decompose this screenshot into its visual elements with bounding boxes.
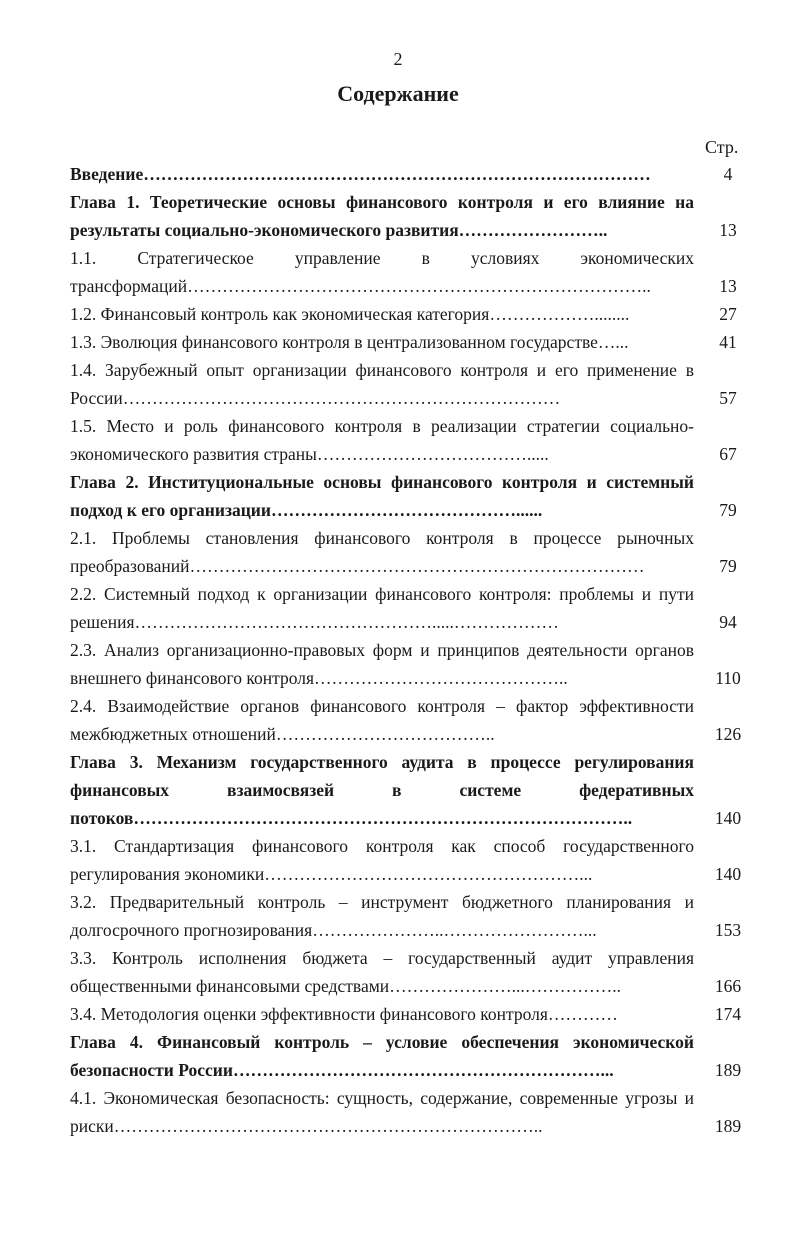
toc-page-number: 140 (714, 864, 742, 884)
toc-entry-title: Глава 2. Институциональные основы финансового контроля и системный подход к его организации (70, 472, 694, 520)
page-column-header: Стр. (705, 137, 739, 157)
toc-chapter-entry (70, 468, 750, 524)
toc-section-entry (70, 580, 750, 636)
toc-page-number: 189 (714, 1060, 742, 1080)
toc-entry-text (70, 244, 694, 300)
toc-leader-dots: …………………...…………….. (389, 976, 622, 996)
toc-section-entry (70, 832, 750, 888)
toc-page-number: 110 (715, 668, 741, 688)
toc-entry-text (70, 1084, 694, 1140)
toc-section-entry (70, 356, 750, 412)
toc-entry-text (70, 300, 694, 328)
toc-entry-title: 2.4. Взаимодействие органов финансового контроля – фактор эффективности межбюджетных отношений (70, 696, 694, 744)
toc-leader-dots: …………………………………………….....……………… (134, 612, 559, 632)
toc-entry-title: Глава 4. Финансовый контроль – условие обеспечения экономической безопасности России (70, 1032, 694, 1080)
toc-leader-dots: ………………………………………………………………… (122, 388, 561, 408)
toc-entry-text (70, 328, 694, 356)
toc-entry-title: 3.2. Предварительный контроль – инструмент бюджетного планирования и долгосрочного прогнозирования (70, 892, 694, 940)
toc-entry-text (70, 1028, 694, 1084)
toc-entry-title: 1.2. Финансовый контроль как экономическая категория (70, 304, 490, 324)
toc-page-number: 94 (719, 612, 737, 632)
toc-section-entry (70, 328, 750, 356)
toc-section-entry (70, 692, 750, 748)
toc-section-entry (70, 888, 750, 944)
toc-leader-dots: ………………........ (489, 304, 630, 324)
toc-leader-dots: ………………………………………………... (264, 864, 593, 884)
toc-entry-title: 3.1. Стандартизация финансового контроля как способ государственного регулирования экономики (70, 836, 694, 884)
toc-page-number: 13 (719, 220, 737, 240)
toc-entry-title: Введение (70, 164, 144, 184)
table-of-contents (70, 160, 750, 1140)
toc-leader-dots: …………………………………………………………………… (189, 556, 645, 576)
toc-leader-dots: …………………..……………………... (312, 920, 597, 940)
toc-entry-title: Глава 1. Теоретические основы финансового контроля и его влияние на результаты социально-экономического развития (70, 192, 694, 240)
toc-entry-title: 4.1. Экономическая безопасность: сущность, содержание, современные угрозы и риски (70, 1088, 694, 1136)
toc-page-number: 57 (719, 388, 737, 408)
toc-section-entry (70, 244, 750, 300)
toc-chapter-entry (70, 748, 750, 832)
toc-page-number: 153 (714, 920, 742, 940)
toc-leader-dots: ………………………………………………………………………….. (133, 808, 633, 828)
toc-entry-title: 2.1. Проблемы становления финансового контроля в процессе рыночных преобразований (70, 528, 694, 576)
toc-leader-dots: …………………………………………………………………………… (143, 164, 651, 184)
toc-entry-text (70, 1000, 694, 1028)
toc-section-entry (70, 1084, 750, 1140)
toc-page-number: 13 (719, 276, 737, 296)
toc-entry-text (70, 468, 694, 524)
toc-section-entry (70, 636, 750, 692)
toc-entry-title: 1.4. Зарубежный опыт организации финансового контроля и его применение в России (70, 360, 694, 408)
toc-leader-dots: …………………….. (458, 220, 608, 240)
toc-leader-dots: ……………………………….. (275, 724, 495, 744)
toc-leader-dots: ………… (547, 1004, 618, 1024)
toc-chapter-entry (70, 1028, 750, 1084)
toc-entry-title: 3.3. Контроль исполнения бюджета – государственный аудит управления общественными финансовыми средствами (70, 948, 694, 996)
toc-page-number: 126 (714, 724, 742, 744)
toc-leader-dots: …………………………………….. (314, 668, 568, 688)
toc-entry-title: 1.1. Стратегическое управление в условиях экономических трансформаций (70, 248, 694, 296)
toc-chapter-entry (70, 160, 750, 188)
toc-page-number: 174 (714, 1004, 742, 1024)
toc-entry-title: 3.4. Методология оценки эффективности финансового контроля (70, 1004, 548, 1024)
page-number: 2 (393, 49, 403, 69)
toc-entry-title: 1.3. Эволюция финансового контроля в централизованном государстве (70, 332, 598, 352)
toc-page-number: 27 (719, 304, 737, 324)
toc-section-entry (70, 1000, 750, 1028)
toc-entry-text (70, 160, 694, 188)
toc-entry-text (70, 636, 694, 692)
toc-entry-title: 2.2. Системный подход к организации финансового контроля: проблемы и пути решения (70, 584, 694, 632)
toc-page-number: 79 (719, 556, 737, 576)
toc-entry-text (70, 356, 694, 412)
toc-section-entry (70, 524, 750, 580)
toc-leader-dots: ………………………………………………………... (232, 1060, 614, 1080)
toc-leader-dots: ………………………………..... (316, 444, 549, 464)
toc-entry-text (70, 580, 694, 636)
toc-page-number: 189 (714, 1116, 742, 1136)
toc-entry-text (70, 888, 694, 944)
toc-page-number: 4 (723, 164, 733, 184)
toc-entry-text (70, 748, 694, 832)
toc-page-number: 41 (719, 332, 737, 352)
toc-entry-title: 1.5. Место и роль финансового контроля в реализации стратегии социально-экономического развития страны (70, 416, 694, 464)
toc-entry-title: Глава 3. Механизм государственного аудита в процессе регулирования финансовых взаимосвязей в системе федеративных потоков (70, 752, 694, 828)
toc-leader-dots: ……………………………………...... (270, 500, 543, 520)
toc-section-entry (70, 412, 750, 468)
toc-leader-dots: ……………………………………………………………….. (113, 1116, 543, 1136)
toc-entry-text (70, 832, 694, 888)
toc-entry-text (70, 944, 694, 1000)
toc-entry-text (70, 692, 694, 748)
toc-section-entry (70, 944, 750, 1000)
toc-leader-dots: …………………………………………………………………….. (187, 276, 651, 296)
toc-entry-text (70, 412, 694, 468)
toc-page-number: 166 (714, 976, 742, 996)
toc-page-number: 140 (714, 808, 742, 828)
toc-leader-dots: …... (597, 332, 629, 352)
toc-page-number: 67 (719, 444, 737, 464)
toc-chapter-entry (70, 188, 750, 244)
toc-section-entry (70, 300, 750, 328)
toc-page-number: 79 (719, 500, 737, 520)
toc-entry-title: 2.3. Анализ организационно-правовых форм и принципов деятельности органов внешнего финансового контроля (70, 640, 694, 688)
toc-entry-text (70, 524, 694, 580)
toc-entry-text (70, 188, 694, 244)
page-title: Содержание (337, 81, 459, 106)
